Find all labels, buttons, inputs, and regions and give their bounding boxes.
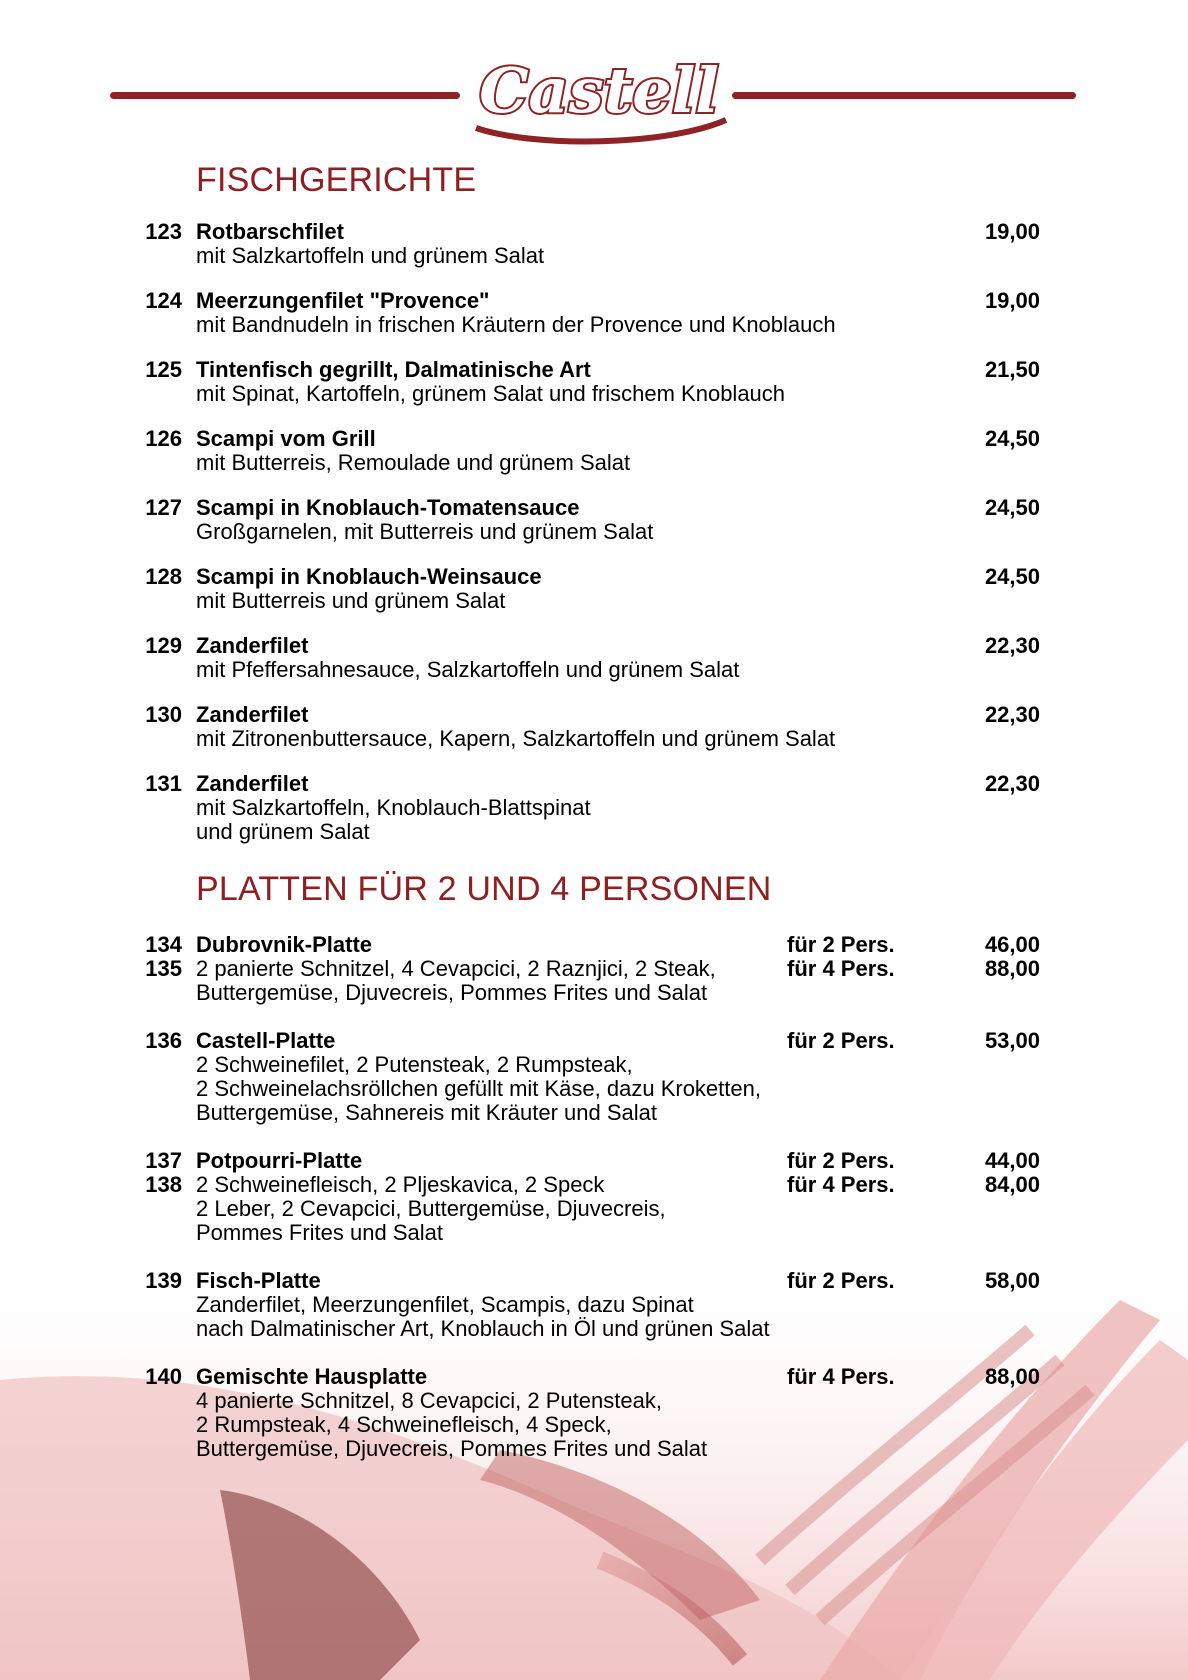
item-price: 22,30 [984, 633, 1040, 658]
item-number: 127 [145, 495, 182, 520]
header-rule-right [732, 92, 1076, 99]
section-title-fischgerichte: FISCHGERICHTE [196, 161, 477, 199]
item-description: 2 Schweinefilet, 2 Putensteak, 2 Rumpsteak, 2 Schweinelachsröllchen gefüllt mit Käse, dazu Kroketten, Buttergemüse, Sahnereis mit Kräuter und Salat [196, 1052, 761, 1125]
item-name: Scampi vom Grill [196, 426, 376, 451]
section-title-platten: PLATTEN FÜR 2 UND 4 PERSONEN [196, 870, 772, 908]
item-description: mit Butterreis und grünem Salat [196, 588, 506, 613]
item-number: 124 [145, 288, 182, 313]
item-number: 126 [145, 426, 182, 451]
item-description: mit Butterreis, Remoulade und grünem Salat [196, 450, 631, 475]
item-name: Castell-Platte [196, 1028, 336, 1053]
item-price: 24,50 [984, 426, 1040, 451]
item-price: 46,00 88,00 [984, 932, 1040, 981]
item-name: Potpourri-Platte [196, 1148, 363, 1173]
item-number: 137 138 [145, 1148, 182, 1197]
item-description: Zanderfilet, Meerzungenfilet, Scampis, dazu Spinat nach Dalmatinischer Art, Knoblauch in Öl und grünen Salat [196, 1292, 770, 1341]
item-price: 44,00 84,00 [984, 1148, 1040, 1197]
item-price: 22,30 [984, 702, 1040, 727]
item-number: 134 135 [145, 932, 182, 981]
item-description: mit Salzkartoffeln, Knoblauch-Blattspinat und grünem Salat [196, 795, 591, 844]
item-description: Großgarnelen, mit Butterreis und grünem Salat [196, 519, 654, 544]
item-number: 123 [145, 219, 182, 244]
item-number: 129 [145, 633, 182, 658]
item-name: Fisch-Platte [196, 1268, 321, 1293]
item-description: 2 panierte Schnitzel, 4 Cevapcici, 2 Raznjici, 2 Steak, Buttergemüse, Djuvecreis, Pommes Frites und Salat [196, 956, 716, 1005]
item-description: mit Salzkartoffeln und grünem Salat [196, 243, 545, 268]
item-name: Zanderfilet [196, 633, 309, 658]
item-name: Meerzungenfilet "Provence" [196, 288, 490, 313]
item-description: mit Zitronenbuttersauce, Kapern, Salzkartoffeln und grünem Salat [196, 726, 836, 751]
item-price: 22,30 [984, 771, 1040, 796]
item-description: 2 Schweinefleisch, 2 Pljeskavica, 2 Speck 2 Leber, 2 Cevapcici, Buttergemüse, Djuvecreis, Pommes Frites und Salat [196, 1172, 666, 1245]
item-number: 140 [145, 1364, 182, 1389]
item-description: mit Spinat, Kartoffeln, grünem Salat und frischem Knoblauch [196, 381, 786, 406]
item-price: 24,50 [984, 564, 1040, 589]
item-name: Tintenfisch gegrillt, Dalmatinische Art [196, 357, 591, 382]
item-name: Scampi in Knoblauch-Tomatensauce [196, 495, 580, 520]
item-persons: für 2 Pers. [787, 1028, 895, 1053]
item-number: 139 [145, 1268, 182, 1293]
item-price: 24,50 [984, 495, 1040, 520]
item-name: Rotbarschfilet [196, 219, 344, 244]
item-persons: für 2 Pers. [787, 1268, 895, 1293]
item-name: Gemischte Hausplatte [196, 1364, 428, 1389]
item-price: 21,50 [984, 357, 1040, 382]
item-price: 53,00 [984, 1028, 1040, 1053]
item-description: 4 panierte Schnitzel, 8 Cevapcici, 2 Putensteak, 2 Rumpsteak, 4 Schweinefleisch, 4 Speck, Buttergemüse, Djuvecreis, Pommes Frites und Salat [196, 1388, 708, 1461]
item-price: 88,00 [984, 1364, 1040, 1389]
item-price: 19,00 [984, 219, 1040, 244]
item-number: 125 [145, 357, 182, 382]
item-persons: für 2 Pers. für 4 Pers. [787, 1148, 895, 1197]
item-number: 136 [145, 1028, 182, 1053]
item-price: 58,00 [984, 1268, 1040, 1293]
item-name: Scampi in Knoblauch-Weinsauce [196, 564, 542, 589]
item-description: mit Bandnudeln in frischen Kräutern der Provence und Knoblauch [196, 312, 836, 337]
item-number: 128 [145, 564, 182, 589]
item-persons: für 4 Pers. [787, 1364, 895, 1389]
item-number: 130 [145, 702, 182, 727]
item-name: Zanderfilet [196, 771, 309, 796]
item-persons: für 2 Pers. für 4 Pers. [787, 932, 895, 981]
item-description: mit Pfeffersahnesauce, Salzkartoffeln und grünem Salat [196, 657, 740, 682]
header [110, 50, 1076, 150]
item-name: Dubrovnik-Platte [196, 932, 373, 957]
item-name: Zanderfilet [196, 702, 309, 727]
header-rule-left [110, 92, 460, 99]
item-number: 131 [145, 771, 182, 796]
item-price: 19,00 [984, 288, 1040, 313]
castell-logo [456, 50, 742, 148]
svg-text:Castell: Castell [479, 54, 719, 127]
